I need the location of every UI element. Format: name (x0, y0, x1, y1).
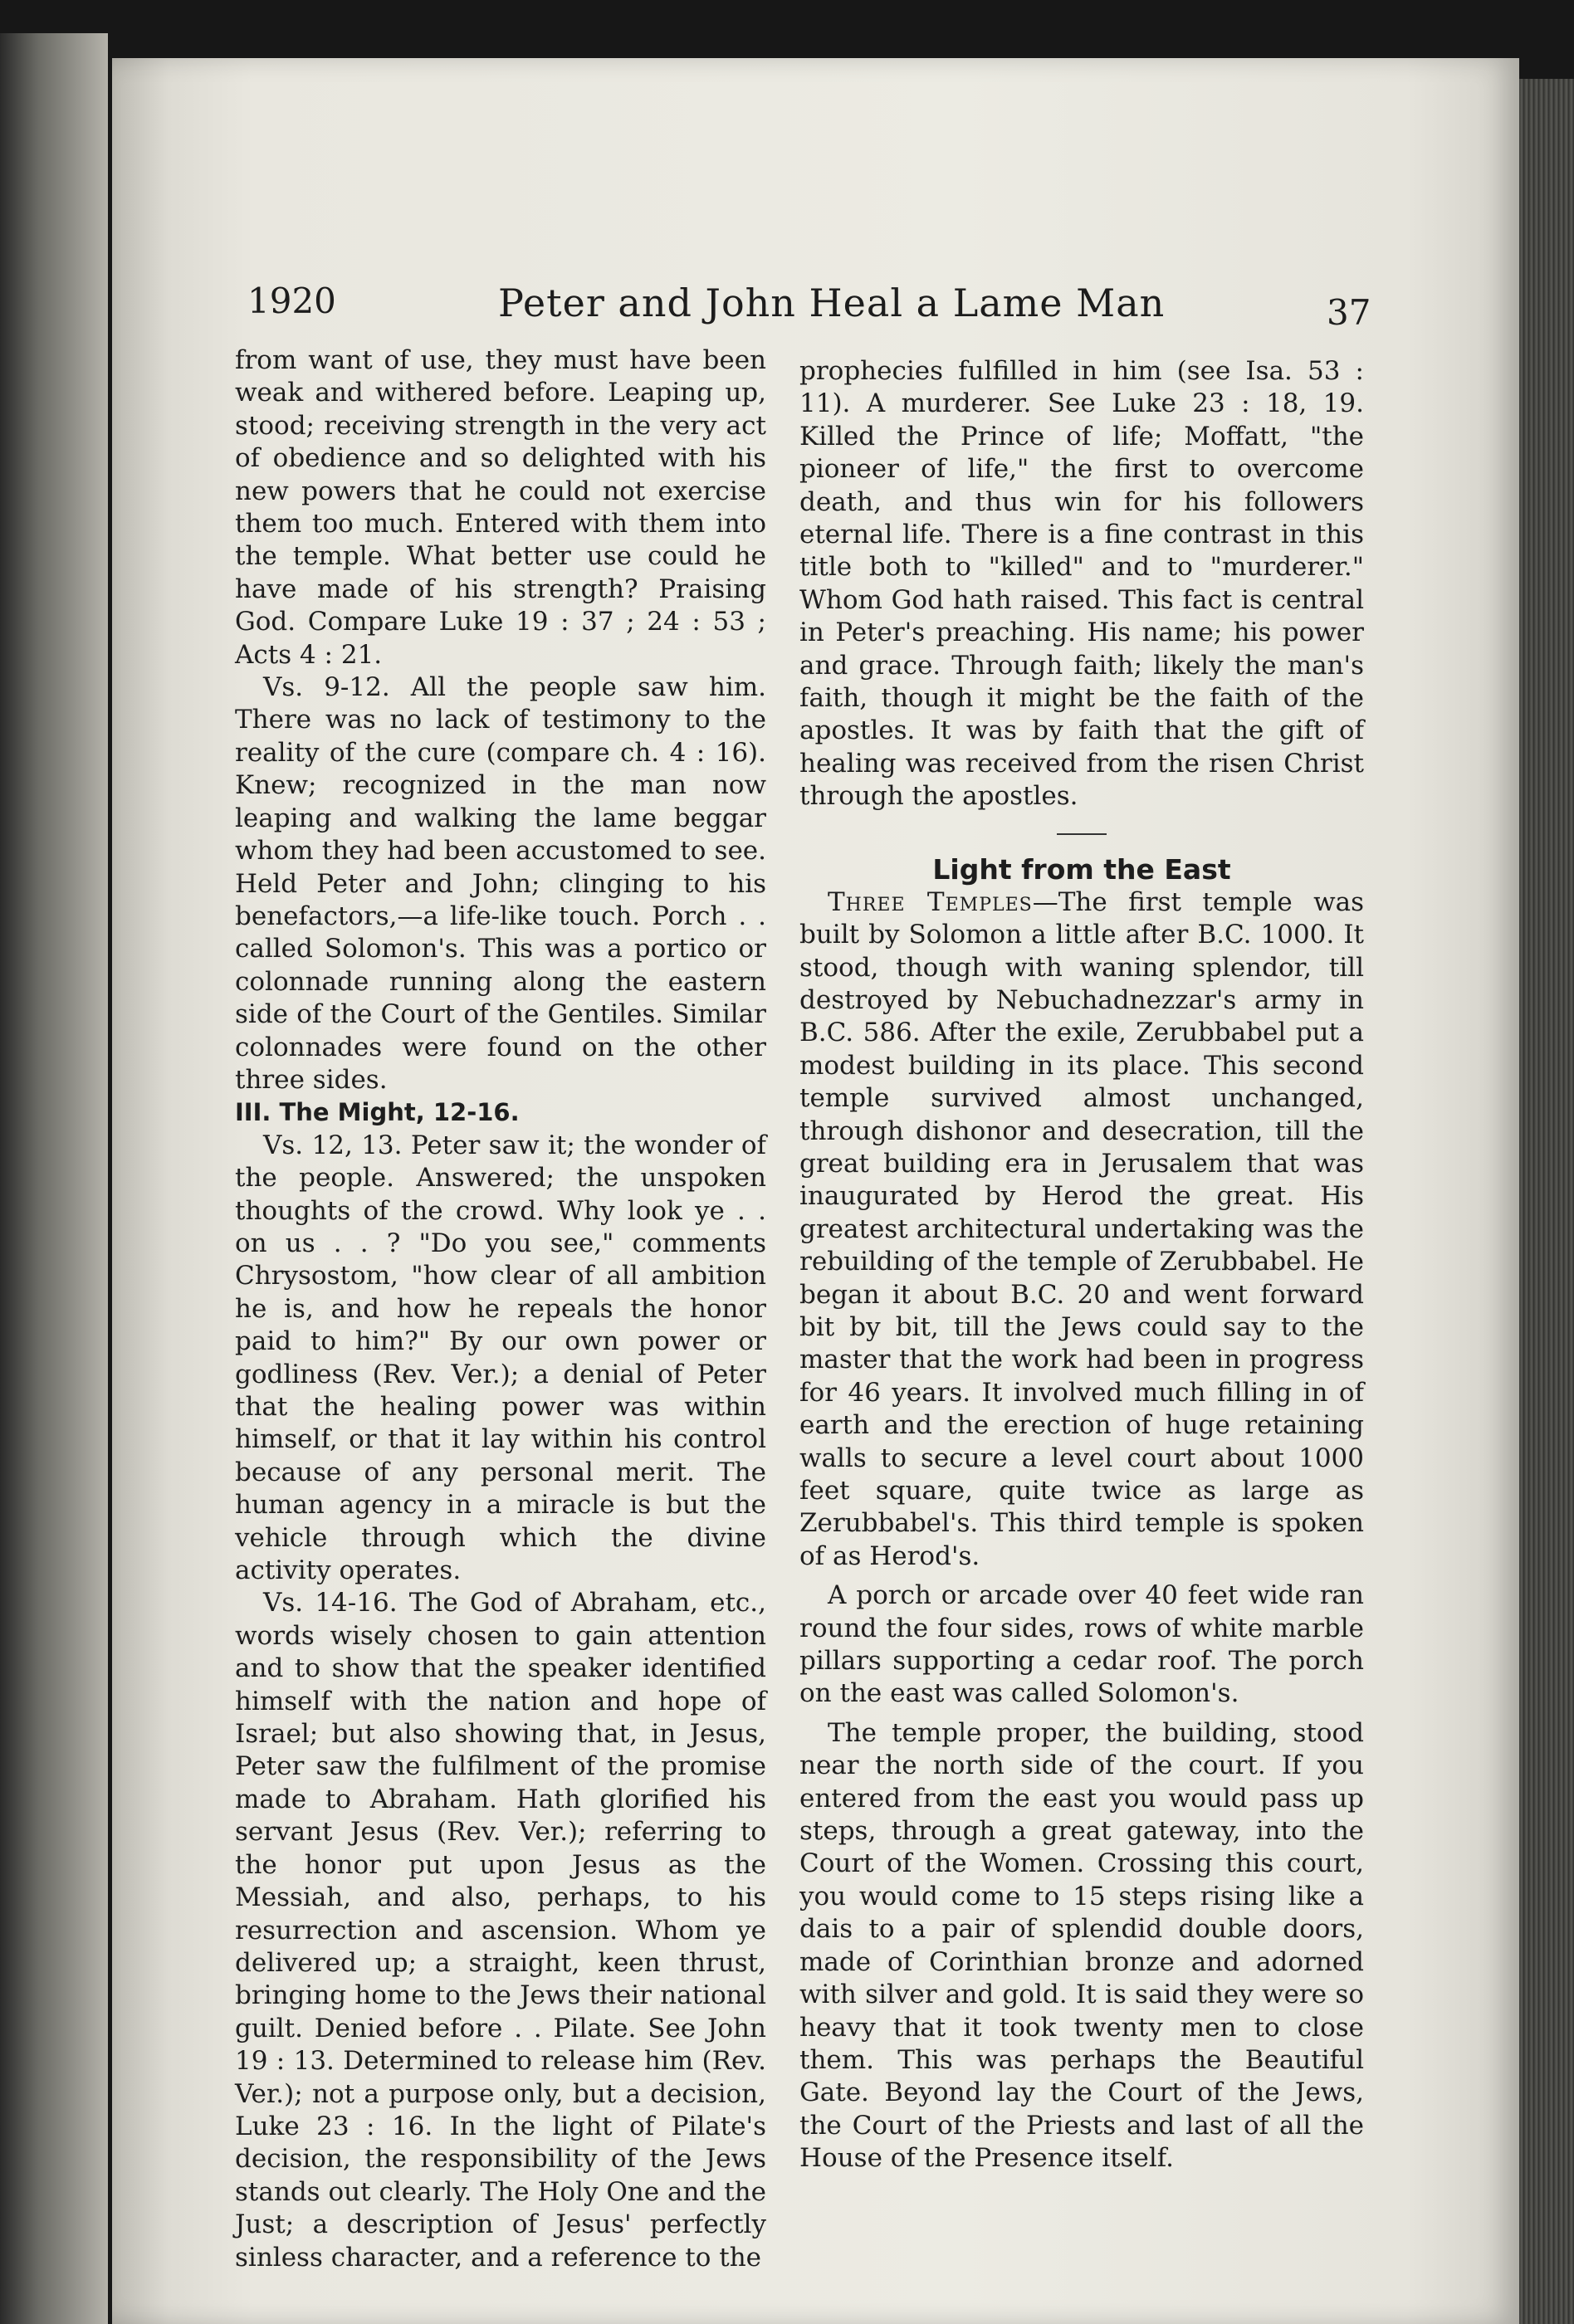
subheading: Light from the East (932, 852, 1231, 886)
page-edges-right (1519, 79, 1574, 2324)
right-paragraph-2 (799, 886, 1364, 1574)
page-number: 37 (1327, 292, 1371, 333)
left-column (235, 344, 766, 2274)
right-column (799, 355, 1364, 2175)
left-paragraph-1: from want of use, they must have been weak and withered before. Leaping up, stood; receiving strength in the very act of obedience and so delighted with his new powers that he could not exercise them too much. Entered with them into the temple. What better use could he have made of his strength? Praising God. Compare Luke 19 : 37 ; 24 : 53 ; Acts 4 : 21. (235, 345, 766, 670)
book-spine-left (0, 33, 108, 2324)
left-paragraph-2: Vs. 9-12. All the people saw him. There was no lack of testimony to the reality of the cure (compare ch. 4 : 16). Knew; recognized in the man now leaping and walking the lame beggar whom they had been accustomed to see. Held Peter and John; clinging to his benefactors,—a life-like touch. Porch . . called Solomon's. This was a portico or colonnade running along the eastern side of the Court of the Gentiles. Similar colonnades were found on the other three sides. (235, 672, 766, 1095)
header-title: Peter and John Heal a Lame Man (498, 281, 1166, 325)
lead-in: Three Temples (828, 886, 1033, 917)
left-paragraph-4: Vs. 14-16. The God of Abraham, etc., words wisely chosen to gain attention and to show that the speaker identified himself with the nation and hope of Israel; but also showing that, in Jesus, Peter saw the fulfilment of the promise made to Abraham. Hath glorified his servant Jesus (Rev. Ver.); referring to the honor put upon Jesus as the Messiah, and also, perhaps, to his resurrection and ascension. Whom ye delivered up; a straight, keen thrust, bringing home to the Jews their national guilt. Denied before . . Pilate. See John 19 : 13. Determined to release him (Rev. Ver.); not a purpose only, but a decision, Luke 23 : 16. In the light of Pilate's decision, the responsibility of the Jews stands out clearly. The Holy One and the Just; a description of Jesus' perfectly sinless character, and a reference to the (235, 1588, 766, 2273)
header-year: 1920 (247, 281, 336, 321)
section-heading: III. The Might, 12-16. (235, 1098, 520, 1127)
running-header (0, 281, 1574, 339)
left-paragraph-3: Vs. 12, 13. Peter saw it; the wonder of the people. Answered; the unspoken thoughts of the crowd. Why look ye . . on us . . ? "Do you see," comments Chrysostom, "how clear of all ambition he is, and how he repeals the honor paid to him?" By our own power or godliness (Rev. Ver.); a denial of Peter that the healing power was within himself, or that it lay within his control because of any personal merit. The human agency in a miracle is but the vehicle through which the divine activity operates. (235, 1130, 766, 1586)
divider-rule (1057, 833, 1107, 835)
right-paragraph-3: A porch or arcade over 40 feet wide ran round the four sides, rows of white marble pillars supporting a cedar roof. The porch on the east was called Solomon's. (799, 1580, 1364, 1709)
right-paragraph-2-text: —The first temple was built by Solomon a little after B.C. 1000. It stood, though with waning splendor, till destroyed by Nebuchadnezzar's army in B.C. 586. After the exile, Zerubbabel put a modest building in its place. This second temple survived almost unchanged, through dishonor and desecration, till the great building era in Jerusalem that was inaugurated by Herod the great. His greatest architectural undertaking was the rebuilding of the temple of Zerubbabel. He began it about B.C. 20 and went forward bit by bit, till the Jews could say to the master that the work had been in progress for 46 years. It involved much filling in of earth and the erection of huge retaining walls to secure a level court about 1000 feet square, quite twice as large as Zerubbabel's. This third temple is spoken of as Herod's. (799, 886, 1364, 1571)
right-paragraph-1: prophecies fulfilled in him (see Isa. 53 : 11). A murderer. See Luke 23 : 18, 19. Killed the Prince of life; Moffatt, "the pioneer of life," the first to overcome death, and thus win for his followers eternal life. There is a fine contrast in this title both to "killed" and to "murderer." Whom God hath raised. This fact is central in Peter's preaching. His name; his power and grace. Through faith; likely the man's faith, though it might be the faith of the apostles. It was by faith that the gift of healing was received from the risen Christ through the apostles. (799, 356, 1364, 812)
right-paragraph-4: The temple proper, the building, stood near the north side of the court. If you entered from the east you would pass up steps, through a great gateway, into the Court of the Women. Crossing this court, you would come to 15 steps rising like a dais to a pair of splendid double doors, made of Corinthian bronze and adorned with silver and gold. It is said they were so heavy that it took twenty men to close them. This was perhaps the Beautiful Gate. Beyond lay the Court of the Jews, the Court of the Priests and last of all the House of the Presence itself. (799, 1717, 1364, 2174)
